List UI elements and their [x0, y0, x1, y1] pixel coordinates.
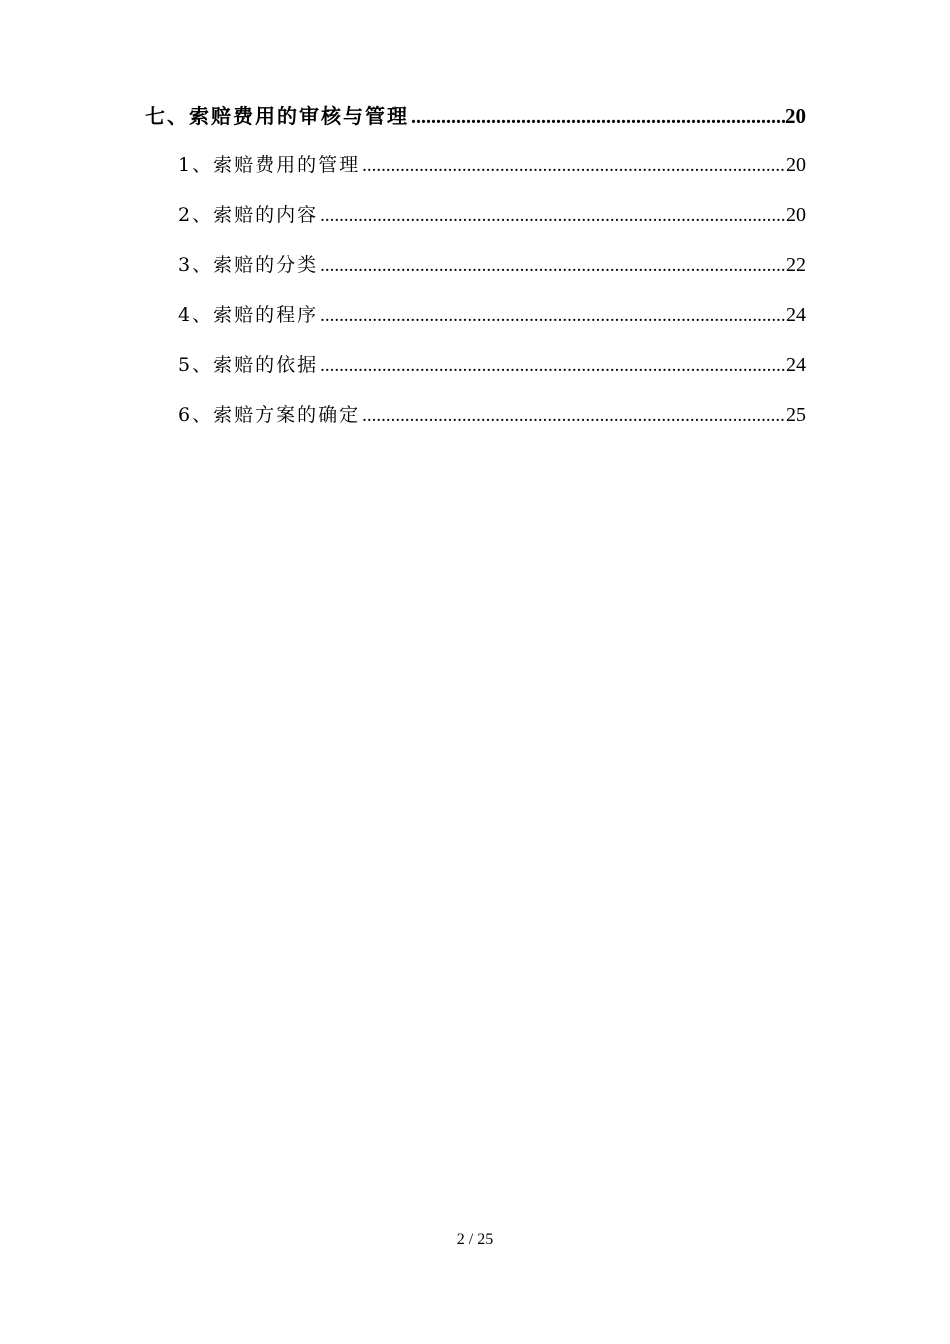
- toc-item-page: 25: [786, 404, 806, 426]
- page-number-footer: 2 / 25: [456, 1231, 494, 1248]
- toc-item-title: 2、索赔的内容: [178, 204, 319, 226]
- toc-item-title: 1、索赔费用的管理: [178, 154, 361, 176]
- toc-item[interactable]: [145, 300, 806, 350]
- toc-item-page: 20: [786, 154, 806, 176]
- toc-item-page: 24: [786, 304, 806, 326]
- toc-item-page: 24: [786, 354, 806, 376]
- toc-leader-dots: [362, 155, 786, 177]
- toc-item[interactable]: [145, 200, 806, 250]
- table-of-contents: [145, 100, 806, 450]
- toc-item-page: 20: [786, 204, 806, 226]
- toc-leader-dots: [320, 305, 786, 327]
- toc-item-title: 4、索赔的程序: [178, 304, 319, 326]
- toc-chapter-page: 20: [785, 104, 806, 128]
- toc-leader-dots: [320, 355, 786, 377]
- toc-item-title: 6、索赔方案的确定: [178, 404, 361, 426]
- toc-item[interactable]: [145, 350, 806, 400]
- toc-chapter-entry[interactable]: [145, 100, 806, 150]
- toc-leader-dots: [362, 405, 786, 427]
- toc-item[interactable]: [145, 150, 806, 200]
- toc-item-title: 3、索赔的分类: [178, 254, 319, 276]
- toc-item[interactable]: [145, 400, 806, 450]
- toc-chapter-title: 七、索赔费用的审核与管理: [145, 104, 409, 128]
- toc-leader-dots: [320, 255, 786, 277]
- toc-item-title: 5、索赔的依据: [178, 354, 319, 376]
- toc-item[interactable]: [145, 250, 806, 300]
- toc-item-page: 22: [786, 254, 806, 276]
- toc-leader-dots: [411, 106, 785, 129]
- toc-leader-dots: [320, 205, 786, 227]
